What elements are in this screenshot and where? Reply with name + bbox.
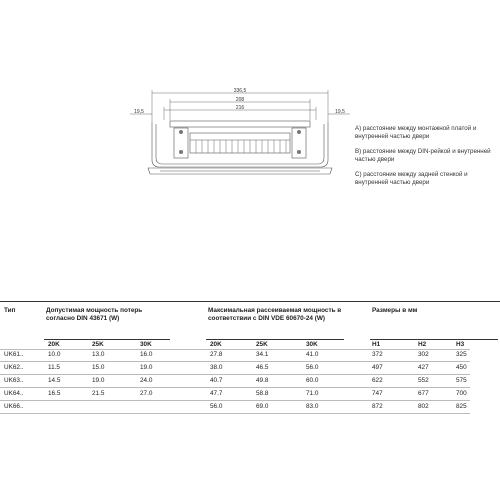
dim-inner: 208 (235, 97, 245, 103)
row-1-loss-25k: 13.0 (92, 351, 105, 358)
subheader-max-30k: 30K (306, 341, 318, 348)
row-5-h1: 872 (372, 403, 383, 410)
header-type: Тип (4, 307, 16, 314)
row-3-type: UK63.. (4, 377, 24, 384)
row-1-max-20k: 27.8 (210, 351, 223, 358)
row-4-type: UK64.. (4, 390, 24, 397)
note-b: B) расстояние между DIN-рейкой и внутренней частью двери (355, 147, 491, 164)
row-4-max-20k: 47.7 (210, 390, 223, 397)
row-3-max-30k: 60.0 (306, 377, 319, 384)
subheader-rule-loss (44, 339, 170, 340)
row-5-h3: 825 (456, 403, 467, 410)
header-loss: Допустимая мощность потерь согласно DIN 43671 (W) (46, 307, 143, 322)
notes-block (355, 125, 495, 193)
subheader-max-25k: 25K (256, 341, 268, 348)
subheader-loss-20k: 20K (48, 341, 60, 348)
row-2-max-30k: 56.0 (306, 364, 319, 371)
row-3-loss-30k: 24.0 (140, 377, 153, 384)
row-2-max-25k: 46.5 (256, 364, 269, 371)
row-5-max-20k: 56.0 (210, 403, 223, 410)
row-5-max-30k: 83.0 (306, 403, 319, 410)
row-3-max-20k: 40.7 (210, 377, 223, 384)
dim-overall: 336,5 (233, 88, 247, 94)
subheader-max-20k: 20K (210, 341, 222, 348)
row-5-type: UK66.. (4, 403, 24, 410)
row-5-h2: 802 (418, 403, 429, 410)
dim-left-offset: 19,5 (134, 109, 144, 115)
row-1-loss-20k: 10.0 (48, 351, 61, 358)
row-4-max-25k: 58.8 (256, 390, 269, 397)
row-rule-3 (0, 387, 470, 388)
row-1-max-25k: 34.1 (256, 351, 269, 358)
row-2-h3: 450 (456, 364, 467, 371)
row-4-loss-30k: 27.0 (140, 390, 153, 397)
row-1-type: UK61.. (4, 351, 24, 358)
row-1-h1: 372 (372, 351, 383, 358)
row-4-h3: 700 (456, 390, 467, 397)
subheader-loss-30k: 30K (140, 341, 152, 348)
row-1-loss-30k: 16.0 (140, 351, 153, 358)
subheader-loss-25k: 25K (92, 341, 104, 348)
row-2-type: UK62.. (4, 364, 24, 371)
row-4-max-30k: 71.0 (306, 390, 319, 397)
header-max: Максимальная рассеиваемая мощность в соответствии с DIN VDE 60670-24 (W) (208, 307, 342, 322)
subheader-rule-sizes (370, 339, 498, 340)
row-3-h3: 575 (456, 377, 467, 384)
dim-right-offset: 19,5 (335, 109, 345, 115)
row-1-h2: 302 (418, 351, 429, 358)
row-2-loss-20k: 11.5 (48, 364, 60, 371)
row-rule-4 (0, 400, 470, 401)
row-1-h3: 325 (456, 351, 467, 358)
dim-rail: 216 (235, 105, 245, 111)
enclosure-section-svg (130, 88, 350, 180)
row-2-h1: 497 (372, 364, 383, 371)
table-top-rule (0, 301, 500, 302)
subheader-rule-max (206, 339, 344, 340)
cross-section-drawing (130, 88, 350, 180)
row-3-loss-20k: 14.5 (48, 377, 61, 384)
row-4-loss-25k: 21.5 (92, 390, 105, 397)
row-5-max-25k: 69.0 (256, 403, 269, 410)
row-4-h2: 677 (418, 390, 429, 397)
row-4-h1: 747 (372, 390, 383, 397)
row-2-loss-30k: 19.0 (140, 364, 153, 371)
row-2-loss-25k: 15.0 (92, 364, 105, 371)
subheader-h1: H1 (372, 341, 381, 348)
row-2-h2: 427 (418, 364, 429, 371)
subheader-h3: H3 (456, 341, 465, 348)
note-a: A) расстояние между монтажной платой и внутренней частью двери (355, 125, 477, 141)
row-3-loss-25k: 19.0 (92, 377, 105, 384)
row-1-max-30k: 41.0 (306, 351, 319, 358)
row-3-h1: 622 (372, 377, 383, 384)
note-c: C) расстояние между задней стенкой и внутренней частью двери (355, 170, 468, 187)
header-sizes: Размеры в мм (372, 307, 418, 314)
row-4-loss-20k: 16.5 (48, 390, 61, 397)
row-rule-0 (0, 349, 470, 350)
row-3-h2: 552 (418, 377, 429, 384)
row-rule-1 (0, 361, 470, 362)
row-2-max-20k: 38.0 (210, 364, 223, 371)
row-rule-2 (0, 374, 470, 375)
row-3-max-25k: 49.8 (256, 377, 269, 384)
row-rule-5 (0, 413, 470, 414)
subheader-h2: H2 (418, 341, 427, 348)
